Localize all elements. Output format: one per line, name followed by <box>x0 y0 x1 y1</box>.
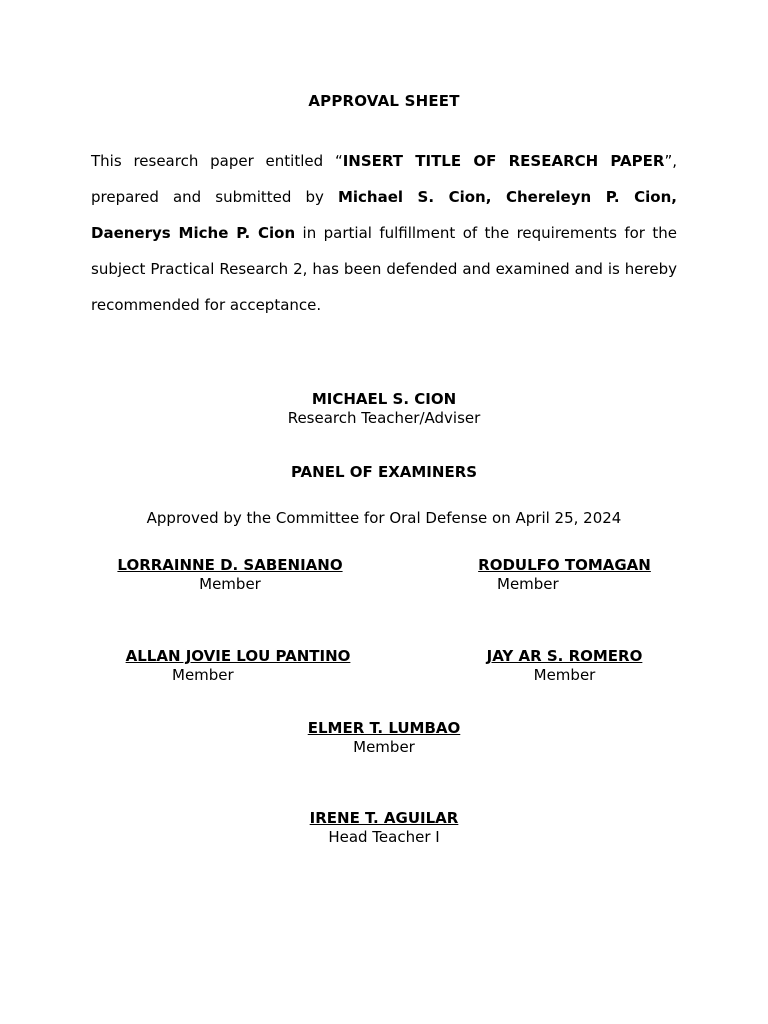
examiner-signature-1 <box>117 556 343 594</box>
examiner-role: Member <box>497 575 559 593</box>
paragraph-intro: This research paper entitled “ <box>91 152 343 170</box>
examiner-role: Member <box>172 666 234 684</box>
page-title: APPROVAL SHEET <box>308 92 460 110</box>
paragraph-conclusion: in partial fulfillment of the requirements for the subject Practical Research 2, has been defended and examined and is hereby recommended for acceptance. <box>91 224 677 314</box>
head-teacher-signature <box>0 809 768 847</box>
examiner-signature-2 <box>478 556 651 594</box>
examiner-role: Member <box>533 666 596 684</box>
examiner-role: Member <box>353 738 415 756</box>
examiner-signature-5 <box>0 719 768 757</box>
examiner-name: RODULFO TOMAGAN <box>478 556 651 574</box>
examiner-signature-3 <box>124 647 352 685</box>
adviser-role: Research Teacher/Adviser <box>287 409 481 427</box>
adviser-signature-block <box>0 390 768 428</box>
panel-heading: PANEL OF EXAMINERS <box>290 463 478 481</box>
examiner-role: Member <box>199 575 261 593</box>
paragraph-submitted-by: ”, prepared and submitted by <box>91 152 677 206</box>
authors: Michael S. Cion, Chereleyn P. Cion, Daenerys Miche P. Cion <box>91 188 677 242</box>
approval-line: Approved by the Committee for Oral Defense on April 25, 2024 <box>146 509 622 527</box>
examiner-signature-4 <box>485 647 644 685</box>
head-teacher-name: IRENE T. AGUILAR <box>309 809 459 827</box>
adviser-name: MICHAEL S. CION <box>311 390 457 408</box>
research-title: INSERT TITLE OF RESEARCH PAPER <box>342 152 665 170</box>
examiner-name: JAY AR S. ROMERO <box>486 647 643 665</box>
approval-paragraph <box>91 143 677 323</box>
examiner-name: ALLAN JOVIE LOU PANTINO <box>125 647 351 665</box>
head-teacher-role: Head Teacher I <box>328 828 440 846</box>
examiner-name: LORRAINNE D. SABENIANO <box>117 556 343 574</box>
examiner-name: ELMER T. LUMBAO <box>307 719 461 737</box>
